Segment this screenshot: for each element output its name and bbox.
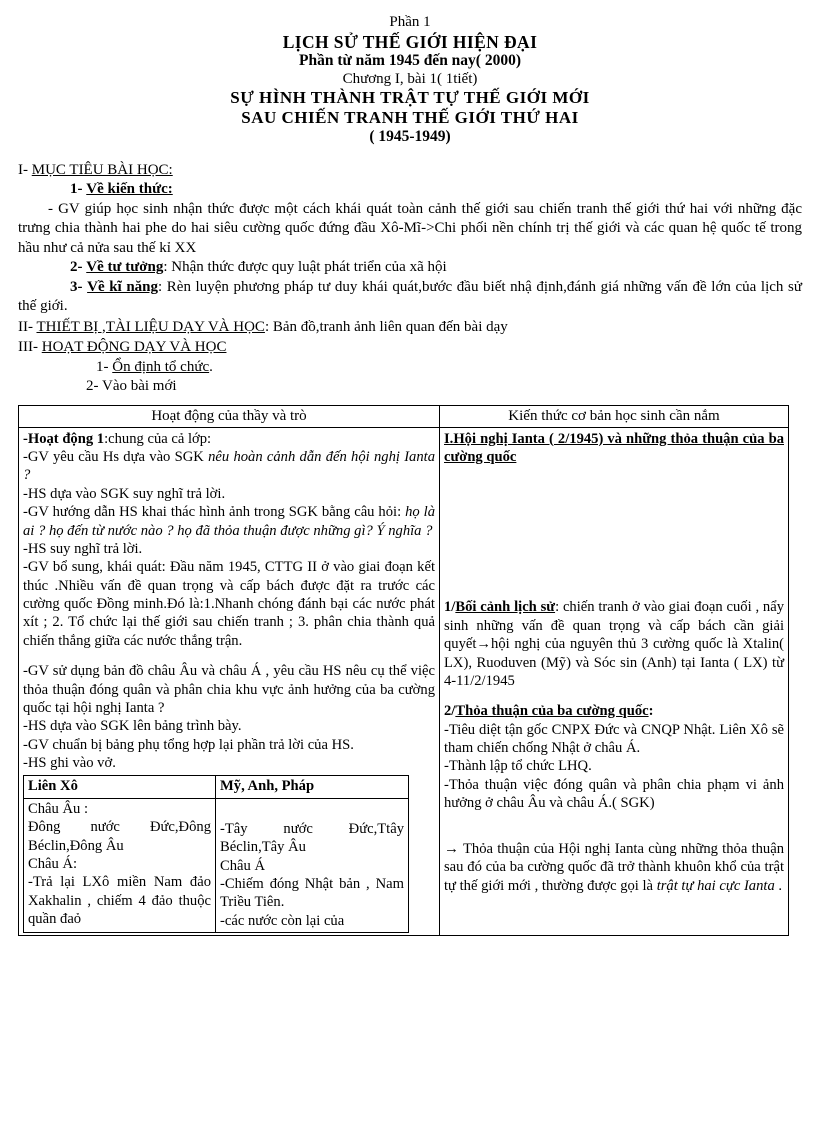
title-part: Phần 1 (389, 14, 431, 30)
conclusion-italic: trật tự hai cực Ianta (656, 877, 775, 894)
inner-cell-soviet (24, 798, 216, 932)
spacer-knowledge-2 (444, 486, 784, 506)
inner-header-allies: Mỹ, Anh, Pháp (216, 776, 409, 798)
soviet-row-0: Châu Âu : (28, 800, 88, 817)
table-row (19, 427, 789, 935)
section-iii-title: HOẠT ĐỘNG DẠY VÀ HỌC (41, 339, 227, 356)
conclusion-plain-1: Thỏa thuận của Hội nghị Ianta cùng những thỏa thuận sau đó của ba cường quốc đã trở thành khuôn khổ của trật tự thế giới mới , thường được gọi là (444, 840, 784, 894)
step-1-title: Ổn định tổ chức (112, 358, 210, 375)
title-lesson-line1: SỰ HÌNH THÀNH TRẬT TỰ THẾ GIỚI MỚI (230, 88, 590, 108)
allies-row-2: -Chiếm đóng Nhật bản , Nam Triều Tiên. (220, 875, 404, 911)
objective-1-heading (18, 180, 802, 200)
gv-request-italic: nêu hoàn cảnh dẫn đến hội nghị Ianta ? (23, 449, 435, 484)
gv-map-paragraph: -GV sử dụng bản đồ châu Âu và châu Á , yêu cầu HS nêu cụ thể việc thỏa thuận đóng quân và phân chia khu vực ảnh hưởng của ba cường quốc tại hội nghị Ianta ? (23, 663, 435, 716)
conclusion-paragraph (444, 840, 784, 896)
objective-2-number: 2- (70, 259, 83, 276)
spacer-knowledge-5 (444, 546, 784, 566)
objective-1-title: Về kiến thức: (86, 181, 173, 198)
gv-request-plain: -GV yêu cầu Hs dựa vào SGK (23, 449, 209, 466)
inner-header-soviet: Liên Xô (24, 776, 216, 798)
gv-prepare-line: -GV chuẩn bị bảng phụ tổng hợp lại phần trả lời của HS. (23, 736, 354, 753)
section-2-item-1: -Thành lập tổ chức LHQ. (444, 758, 592, 775)
arrow-icon: → (444, 840, 459, 857)
section-2-heading (444, 702, 784, 720)
section-iii-heading (18, 338, 802, 358)
spacer-between-sections (444, 690, 784, 702)
allies-row-3: -các nước còn lại của (220, 912, 345, 929)
gv-guide-line (23, 503, 435, 540)
objective-1-body: - GV giúp học sinh nhận thức được một cách khái quát toàn cảnh thế giới sau chiến tranh thế giới thứ hai với những đặc trưng chia thành hai phe do hai siêu cường quốc đứng đầu Xô-Mĩ->Chi phối nền chính trị thế giới và các quan hệ quốc tế trong hầu như cả nửa sau thế kỉ XX (18, 200, 802, 256)
step-2 (18, 377, 802, 397)
objective-2-title: Về tư tưởng (86, 259, 164, 276)
conclusion-plain-2: . (774, 877, 783, 894)
column-header-knowledge: Kiến thức cơ bản học sinh cần nắm (440, 405, 789, 427)
hs-board-line: -HS dựa vào SGK lên bảng trình bày. (23, 718, 242, 735)
step-1 (18, 358, 802, 378)
objective-1-number: 1- (70, 181, 83, 198)
section-1-body: : chiến tranh ở vào giai đoạn cuối , nẩy sinh những vấn đề quan trọng và cấp bách cần giải quyết→hội nghị của nguyên thủ 3 cường quốc là Xtalin( LX), Ruoduven (Mỹ) và Sóc sin (Anh) tại Ianta ( LX) từ 4-11/2/1945 (444, 599, 784, 689)
spacer-before-conclusion-2 (444, 833, 784, 840)
gv-request-line (23, 448, 435, 485)
section-iii-label: III- (18, 339, 38, 356)
activity-1-line (23, 430, 435, 448)
inner-cell-allies (216, 798, 409, 932)
activity-1-tail: :chung của cả lớp: (104, 430, 212, 447)
section-i-title: MỤC TIÊU BÀI HỌC: (31, 161, 173, 178)
title-main: LỊCH SỬ THẾ GIỚI HIỆN ĐẠI (282, 31, 538, 52)
objective-3-body: : Rèn luyện phương pháp tư duy khái quát,bước đầu biết nhậ định,đánh giá những vấn đề lớn của lịch sử thế giới. (18, 278, 802, 315)
inner-body-row (24, 798, 409, 932)
section-1-title: Bối cảnh lịch sử (455, 599, 556, 616)
section-1-label: 1/ (444, 599, 456, 616)
step-1-tail: . (209, 358, 213, 375)
objective-2-body: : Nhận thức được quy luật phát triển của xã hội (163, 259, 447, 276)
soviet-row-2: Châu Á: (28, 855, 78, 872)
section-2-label: 2/ (444, 703, 456, 720)
allies-row-1: Châu Á (220, 857, 265, 874)
objective-3 (18, 278, 802, 317)
objective-3-number: 3- (70, 278, 83, 295)
spacer (23, 650, 435, 662)
section-2-item-2: -Thỏa thuận việc đóng quân và phân chia phạm vi ảnh hưởng ở châu Âu và châu Á.( SGK) (444, 776, 784, 812)
section-i-label: I- (18, 161, 28, 178)
hs-think-line: -HS suy nghĩ trả lời. (23, 540, 143, 557)
title-block (18, 14, 802, 147)
section-2-item-0: -Tiêu diệt tận gốc CNPX Đức và CNQP Nhật. Liên Xô sẽ tham chiến chống Nhật ở châu Á. (444, 721, 784, 757)
step-2-number: 2- (86, 378, 99, 395)
hs-answer-line: -HS dựa vào SGK suy nghĩ trả lời. (23, 485, 226, 502)
section-i-heading (18, 161, 802, 181)
activity-1-label: -Hoạt động 1 (23, 430, 105, 447)
soviet-row-3: -Trả lại LXô miền Nam đảo Xakhalin , chiếm 4 đảo thuộc quần đaỏ (28, 874, 211, 928)
gv-guide-plain: -GV hướng dẫn HS khai thác hình ảnh trong SGK bằng câu hỏi: (23, 504, 406, 521)
step-2-title: Vào bài mới (101, 378, 177, 395)
section-ii-body: : Bản đồ,tranh ảnh liên quan đến bài dạy (264, 318, 508, 335)
section-ii-heading (18, 318, 802, 338)
section-1-historical-context (444, 598, 784, 690)
cell-teacher-student-activities (19, 427, 440, 935)
hs-write-line: -HS ghi vào vở. (23, 755, 116, 772)
spacer-knowledge-6 (444, 566, 784, 598)
title-lesson-line2: SAU CHIẾN TRANH THẾ GIỚI THỨ HAI (241, 108, 579, 128)
title-chapter: Chương I, bài 1( 1tiết) (342, 70, 478, 87)
spacer-before-conclusion (444, 813, 784, 833)
objective-3-title: Về kĩ năng (87, 278, 159, 295)
cell-core-knowledge (440, 427, 789, 935)
inner-header-row (24, 776, 409, 798)
soviet-row-1: Đông nước Đức,Đông Béclin,Đông Âu (28, 819, 211, 854)
spacer-knowledge-1 (444, 466, 784, 486)
allies-spacer (220, 800, 404, 820)
lesson-plan-table (18, 405, 789, 936)
section-ii-label: II- (18, 318, 33, 335)
objective-2 (18, 258, 802, 278)
table-header-row (19, 405, 789, 427)
section-2-title: Thỏa thuận của ba cường quốc (455, 703, 649, 720)
step-1-number: 1- (96, 358, 109, 375)
title-subtitle: Phần từ năm 1945 đến nay( 2000) (298, 52, 522, 70)
zones-comparison-table (23, 775, 409, 933)
allies-row-0: -Tây nước Đức,Ttây Béclin,Tây Âu (220, 820, 404, 856)
knowledge-heading: I.Hội nghị Ianta ( 2/1945) và những thỏa thuận của ba cường quốc (444, 430, 784, 466)
title-years: ( 1945-1949) (369, 128, 451, 146)
spacer-knowledge-4 (444, 526, 784, 546)
section-2-colon: : (648, 703, 654, 720)
gv-guide-italic: họ là ai ? họ đến từ nước nào ? họ đã thỏa thuận được những gì? Ý nghĩa ? (23, 504, 436, 539)
spacer-knowledge-3 (444, 506, 784, 526)
objectives-section (18, 161, 802, 397)
section-ii-title: THIẾT BỊ ,TÀI LIỆU DẠY VÀ HỌC (36, 318, 265, 335)
column-header-activities: Hoạt động của thầy và trò (19, 405, 440, 427)
gv-supplement-paragraph: -GV bổ sung, khái quát: Đầu năm 1945, CTTG II ở vào giai đoạn kết thúc .Nhiều vấn đề quan trọng và cấp bách được đặt ra trước các cường quốc Đồng minh.Đó là:1.Nhanh chóng đánh bại các nước phát xít ; 2. Tổ chức lại thế giới sau chiến tranh ; 3. phân chia thành quả chiến thắng giữa các nước thắng trận. (23, 559, 435, 649)
